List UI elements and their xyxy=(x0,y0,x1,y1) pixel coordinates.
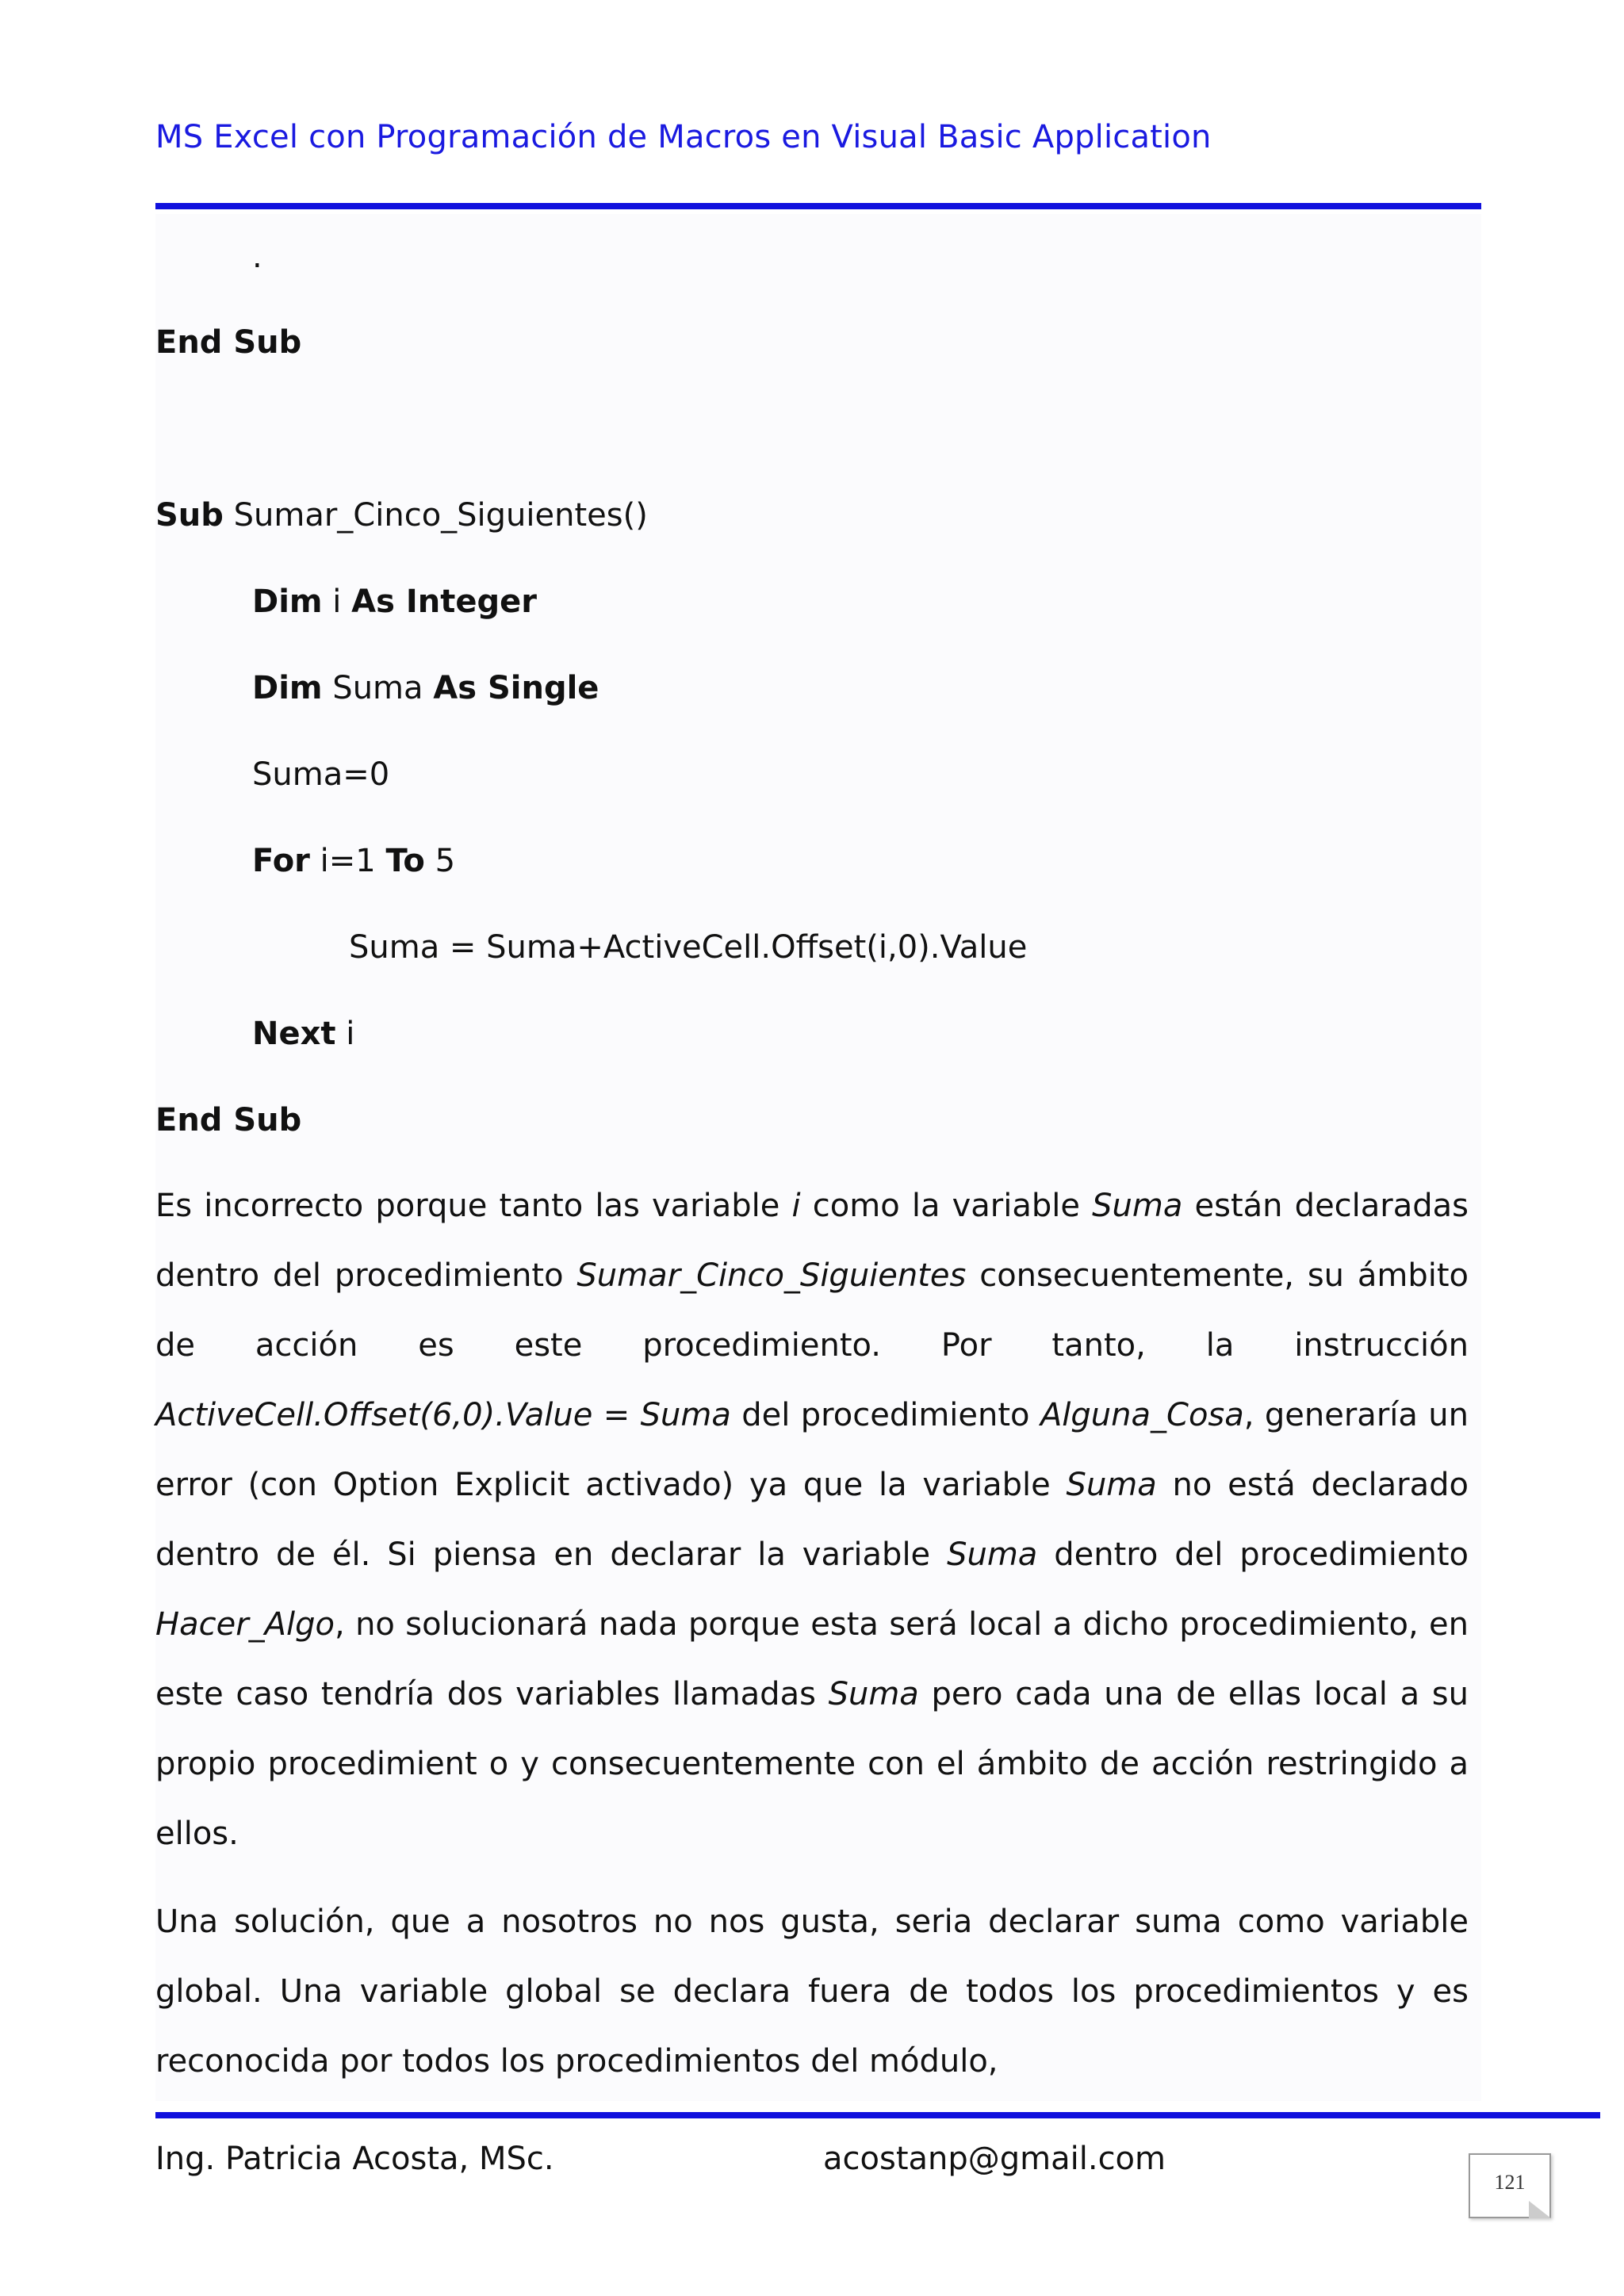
code-var: Suma xyxy=(322,670,434,706)
code-next-var: i xyxy=(335,1016,355,1052)
footer-email: acostanp@gmail.com xyxy=(823,2141,1166,2177)
code-for-end: 5 xyxy=(424,843,456,879)
code-loop-body: Suma = Suma+ActiveCell.Offset(i,0).Value xyxy=(349,929,1028,966)
code-sub-name: Sumar_Cinco_Siguientes() xyxy=(223,497,648,534)
text-run: dentro del procedimiento xyxy=(1037,1536,1469,1573)
code-keyword: For xyxy=(252,843,310,879)
code-sub-declaration xyxy=(155,496,648,534)
italic-term: Alguna_Cosa xyxy=(1040,1397,1244,1433)
code-keyword: As Single xyxy=(433,670,599,706)
italic-term: i xyxy=(791,1188,801,1224)
italic-term: Suma xyxy=(1092,1188,1183,1224)
code-for-loop xyxy=(252,842,455,880)
code-var: i xyxy=(322,584,352,620)
code-keyword: Sub xyxy=(155,497,224,534)
code-keyword: To xyxy=(385,843,425,879)
code-keyword: As Integer xyxy=(351,584,537,620)
code-keyword: Next xyxy=(252,1016,336,1052)
italic-term: Suma xyxy=(947,1536,1038,1573)
text-run: , generaría un error (con Option Explicit activado) ya que la variable xyxy=(155,1397,1469,1503)
explanation-paragraph xyxy=(155,1171,1469,1869)
text-run: , no solucionará nada porque esta será local a dicho procedimiento, en este caso tendría dos variables llamadas xyxy=(155,1606,1469,1712)
code-for-mid: i=1 xyxy=(309,843,386,879)
italic-term: Suma xyxy=(828,1676,919,1712)
text-run: no está declarado dentro de él. Si piensa en declarar la variable xyxy=(155,1467,1469,1573)
code-dim-i xyxy=(252,583,537,621)
italic-term: Sumar_Cinco_Siguientes xyxy=(576,1257,967,1294)
text-run: como la variable xyxy=(800,1188,1093,1224)
text-run: pero cada una de ellas local a su propio procedimient o y consecuentemente con el ámbito de acción restringido a ellos. xyxy=(155,1676,1469,1852)
italic-term: Hacer_Algo xyxy=(155,1606,335,1643)
text-run: del procedimiento xyxy=(730,1397,1040,1433)
code-keyword: Dim xyxy=(252,584,323,620)
solution-paragraph: Una solución, que a nosotros no nos gusta, seria declarar suma como variable global. Una variable global se declara fuera de todos los procedimientos y es reconocida por todos los procedimientos del módulo, xyxy=(155,1904,1469,2080)
code-next xyxy=(252,1015,354,1053)
page-fold-icon xyxy=(1529,2201,1551,2218)
page-header-title: MS Excel con Programación de Macros en Visual Basic Application xyxy=(155,119,1212,155)
text-run: están declaradas dentro del procedimiento xyxy=(155,1188,1469,1294)
footer-divider xyxy=(155,2112,1600,2118)
text-run: consecuentemente, su ámbito de acción es este procedimiento. Por tanto, la instrucción xyxy=(155,1257,1469,1364)
footer-author: Ing. Patricia Acosta, MSc. xyxy=(155,2141,554,2177)
page-number: 121 xyxy=(1494,2171,1526,2194)
code-keyword: Dim xyxy=(252,670,323,706)
code-end-sub-1: End Sub xyxy=(155,324,302,361)
italic-term: ActiveCell.Offset(6,0).Value = Suma xyxy=(155,1397,731,1433)
italic-term: Suma xyxy=(1066,1467,1157,1503)
code-dim-suma xyxy=(252,669,599,707)
code-suma-init: Suma=0 xyxy=(252,756,390,793)
code-end-sub-2: End Sub xyxy=(155,1102,302,1138)
text-run: Es incorrecto porque tanto las variable xyxy=(155,1188,792,1224)
page-number-box xyxy=(1469,2153,1551,2218)
header-divider xyxy=(155,203,1481,209)
code-ellipsis-dot: . xyxy=(252,239,262,275)
